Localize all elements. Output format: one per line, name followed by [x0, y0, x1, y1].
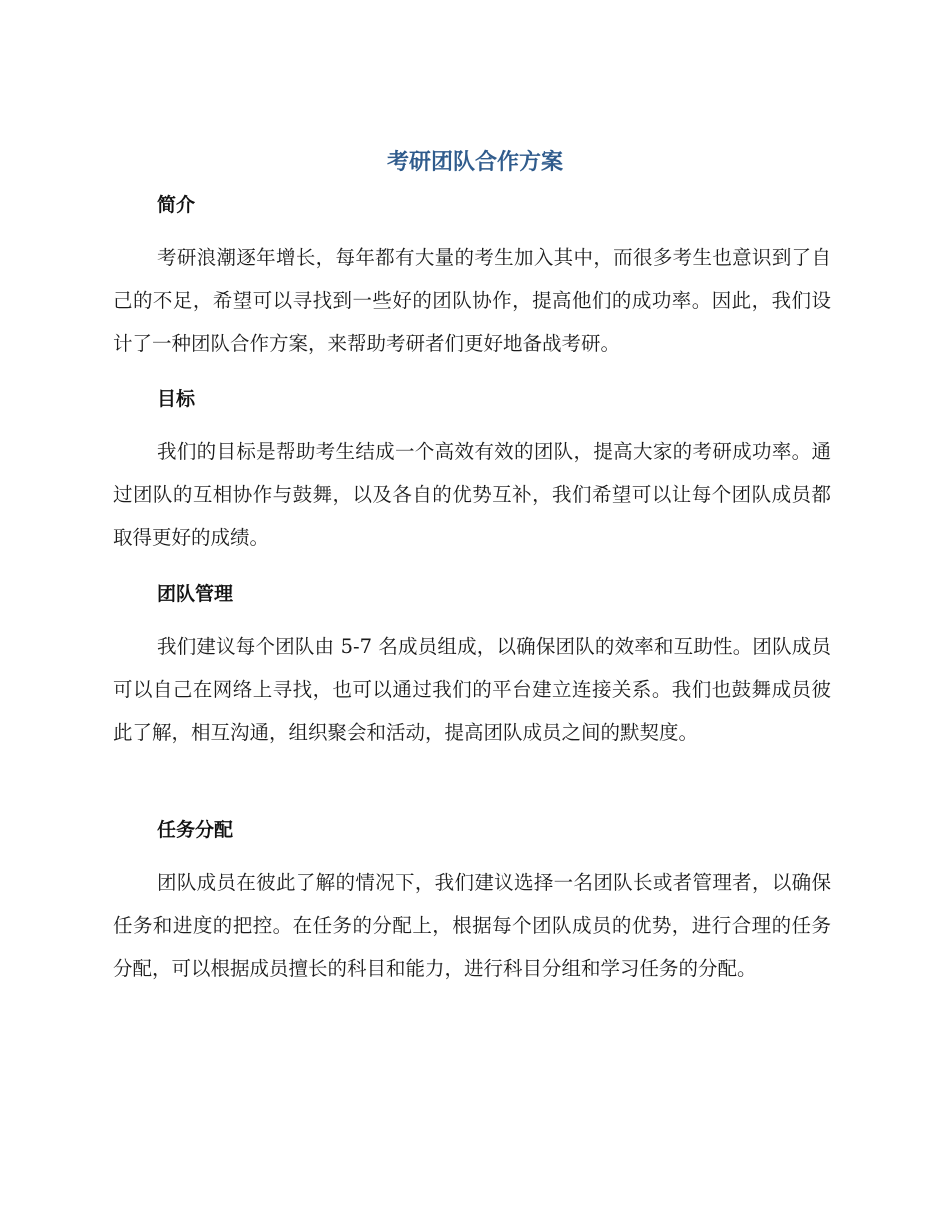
section-paragraph: 我们的目标是帮助考生结成一个高效有效的团队，提高大家的考研成功率。通过团队的互相协作与鼓舞，以及各自的优势互补，我们希望可以让每个团队成员都取得更好的成绩。 — [113, 440, 831, 549]
section-task-assignment — [113, 815, 831, 990]
section-heading: 目标 — [157, 388, 196, 410]
section-team-management — [113, 579, 831, 754]
section-heading: 团队管理 — [157, 583, 234, 605]
section-goals — [113, 384, 831, 559]
document-title: 考研团队合作方案 — [386, 150, 563, 175]
section-paragraph: 团队成员在彼此了解的情况下，我们建议选择一名团队长或者管理者，以确保任务和进度的把控。在任务的分配上，根据每个团队成员的优势，进行合理的任务分配，可以根据成员擅长的科目和能力，进行科目分组和学习任务的分配。 — [113, 871, 831, 980]
section-heading: 简介 — [157, 194, 196, 216]
section-paragraph: 考研浪潮逐年增长，每年都有大量的考生加入其中，而很多考生也意识到了自己的不足，希望可以寻找到一些好的团队协作，提高他们的成功率。因此，我们设计了一种团队合作方案，来帮助考研者们更好地备战考研。 — [113, 246, 831, 355]
section-introduction — [113, 190, 831, 365]
section-heading: 任务分配 — [157, 819, 234, 841]
section-paragraph: 我们建议每个团队由 5-7 名成员组成，以确保团队的效率和互助性。团队成员可以自己在网络上寻找，也可以通过我们的平台建立连接关系。我们也鼓舞成员彼此了解，相互沟通，组织聚会和活动，提高团队成员之间的默契度。 — [113, 635, 831, 744]
